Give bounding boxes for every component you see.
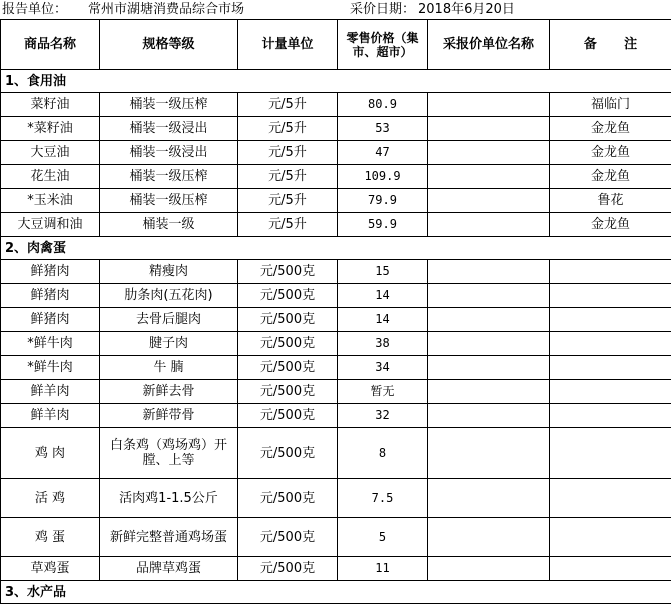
reporter-name-cell <box>428 479 550 518</box>
spec-grade-cell: 新鲜完整普通鸡场蛋 <box>100 518 238 557</box>
product-name-cell: 鸡 肉 <box>1 428 100 479</box>
retail-price-cell: 38 <box>338 332 428 356</box>
unit-cell: 元/500克 <box>238 284 338 308</box>
remarks-cell: 鲁花 <box>550 189 671 213</box>
product-name-cell: 大豆调和油 <box>1 213 100 237</box>
table-row <box>1 189 671 213</box>
unit-cell: 元/5升 <box>238 141 338 165</box>
table-row <box>1 165 671 189</box>
col-header-spec-grade: 规格等级 <box>100 20 238 70</box>
unit-cell: 元/500克 <box>238 380 338 404</box>
retail-price-cell: 47 <box>338 141 428 165</box>
unit-cell: 元/500克 <box>238 356 338 380</box>
reporter-name-cell <box>428 284 550 308</box>
pricing-date-label: 采价日期： <box>350 2 416 17</box>
table-row <box>1 356 671 380</box>
retail-price-cell: 34 <box>338 356 428 380</box>
unit-cell: 元/500克 <box>238 479 338 518</box>
remarks-cell: 福临门 <box>550 93 671 117</box>
product-name-cell: *鲜牛肉 <box>1 356 100 380</box>
remarks-cell <box>550 557 671 581</box>
remarks-cell: 金龙鱼 <box>550 165 671 189</box>
reporter-name-cell <box>428 189 550 213</box>
product-name-cell: 大豆油 <box>1 141 100 165</box>
reporter-name-cell <box>428 213 550 237</box>
remarks-cell <box>550 332 671 356</box>
table-row <box>1 557 671 581</box>
spec-grade-cell: 去骨后腿肉 <box>100 308 238 332</box>
spec-grade-cell: 桶装一级压榨 <box>100 165 238 189</box>
table-row <box>1 260 671 284</box>
spec-grade-cell: 桶装一级浸出 <box>100 141 238 165</box>
product-name-cell: 鲜猪肉 <box>1 260 100 284</box>
col-header-product-name: 商品名称 <box>1 20 100 70</box>
reporter-name-cell <box>428 260 550 284</box>
retail-price-cell: 5 <box>338 518 428 557</box>
table-row <box>1 404 671 428</box>
retail-price-cell: 11 <box>338 557 428 581</box>
remarks-cell: 金龙鱼 <box>550 117 671 141</box>
retail-price-cell: 14 <box>338 284 428 308</box>
retail-price-cell: 53 <box>338 117 428 141</box>
reporter-name-cell <box>428 404 550 428</box>
unit-cell: 元/500克 <box>238 404 338 428</box>
retail-price-cell: 109.9 <box>338 165 428 189</box>
spec-grade-cell: 肋条肉(五花肉) <box>100 284 238 308</box>
product-name-cell: 鸡 蛋 <box>1 518 100 557</box>
unit-cell: 元/5升 <box>238 165 338 189</box>
reporting-unit-value: 常州市湖塘消费品综合市场 <box>88 2 245 17</box>
reporter-name-cell <box>428 428 550 479</box>
table-row <box>1 428 671 479</box>
product-name-cell: 活 鸡 <box>1 479 100 518</box>
reporter-name-cell <box>428 165 550 189</box>
table-row <box>1 117 671 141</box>
pricing-date-value: 2018年6月20日 <box>418 2 515 17</box>
product-name-cell: 鲜猪肉 <box>1 308 100 332</box>
reporter-name-cell <box>428 93 550 117</box>
remarks-cell: 金龙鱼 <box>550 141 671 165</box>
unit-cell: 元/5升 <box>238 213 338 237</box>
table-row <box>1 479 671 518</box>
remarks-cell <box>550 356 671 380</box>
col-header-reporter-name: 采报价单位名称 <box>428 20 550 70</box>
remarks-cell: 金龙鱼 <box>550 213 671 237</box>
spec-grade-cell: 桶装一级 <box>100 213 238 237</box>
product-name-cell: 菜籽油 <box>1 93 100 117</box>
table-row <box>1 518 671 557</box>
reporter-name-cell <box>428 141 550 165</box>
remarks-cell <box>550 260 671 284</box>
reporter-name-cell <box>428 332 550 356</box>
table-row <box>1 213 671 237</box>
table-header-row <box>1 20 671 70</box>
product-name-cell: *菜籽油 <box>1 117 100 141</box>
report-header <box>0 0 671 19</box>
table-row <box>1 93 671 117</box>
spec-grade-cell: 桶装一级压榨 <box>100 93 238 117</box>
retail-price-cell: 15 <box>338 260 428 284</box>
price-table <box>0 19 671 604</box>
unit-cell: 元/500克 <box>238 260 338 284</box>
product-name-cell: 草鸡蛋 <box>1 557 100 581</box>
retail-price-cell: 14 <box>338 308 428 332</box>
remarks-cell <box>550 479 671 518</box>
remarks-cell <box>550 404 671 428</box>
remarks-cell <box>550 308 671 332</box>
reporter-name-cell <box>428 356 550 380</box>
reporter-name-cell <box>428 380 550 404</box>
product-name-cell: *玉米油 <box>1 189 100 213</box>
col-header-remarks: 备 注 <box>550 20 671 70</box>
unit-cell: 元/500克 <box>238 557 338 581</box>
retail-price-cell: 79.9 <box>338 189 428 213</box>
spec-grade-cell: 桶装一级压榨 <box>100 189 238 213</box>
col-header-unit: 计量单位 <box>238 20 338 70</box>
unit-cell: 元/5升 <box>238 117 338 141</box>
reporting-unit-label: 报告单位： <box>2 2 68 17</box>
spec-grade-cell: 新鲜带骨 <box>100 404 238 428</box>
section-title: 1、食用油 <box>1 70 671 93</box>
remarks-cell <box>550 518 671 557</box>
retail-price-cell: 暂无 <box>338 380 428 404</box>
reporter-name-cell <box>428 308 550 332</box>
section-row <box>1 237 671 260</box>
spec-grade-cell: 品牌草鸡蛋 <box>100 557 238 581</box>
unit-cell: 元/500克 <box>238 518 338 557</box>
section-row <box>1 70 671 93</box>
retail-price-cell: 8 <box>338 428 428 479</box>
table-row <box>1 332 671 356</box>
retail-price-cell: 80.9 <box>338 93 428 117</box>
table-row <box>1 141 671 165</box>
product-name-cell: 花生油 <box>1 165 100 189</box>
product-name-cell: 鲜羊肉 <box>1 380 100 404</box>
table-row <box>1 284 671 308</box>
reporter-name-cell <box>428 117 550 141</box>
unit-cell: 元/5升 <box>238 93 338 117</box>
retail-price-cell: 59.9 <box>338 213 428 237</box>
remarks-cell <box>550 380 671 404</box>
reporter-name-cell <box>428 518 550 557</box>
reporter-name-cell <box>428 557 550 581</box>
spec-grade-cell: 腱子肉 <box>100 332 238 356</box>
table-row <box>1 308 671 332</box>
product-name-cell: *鲜牛肉 <box>1 332 100 356</box>
retail-price-cell: 7.5 <box>338 479 428 518</box>
unit-cell: 元/500克 <box>238 308 338 332</box>
product-name-cell: 鲜猪肉 <box>1 284 100 308</box>
section-row <box>1 581 671 604</box>
remarks-cell <box>550 428 671 479</box>
spec-grade-cell: 精瘦肉 <box>100 260 238 284</box>
col-header-retail-price: 零售价格（集市、超市） <box>338 20 428 70</box>
unit-cell: 元/500克 <box>238 428 338 479</box>
unit-cell: 元/5升 <box>238 189 338 213</box>
table-row <box>1 380 671 404</box>
unit-cell: 元/500克 <box>238 332 338 356</box>
spec-grade-cell: 活肉鸡1-1.5公斤 <box>100 479 238 518</box>
retail-price-cell: 32 <box>338 404 428 428</box>
spec-grade-cell: 牛 腩 <box>100 356 238 380</box>
product-name-cell: 鲜羊肉 <box>1 404 100 428</box>
remarks-cell <box>550 284 671 308</box>
section-title: 2、肉禽蛋 <box>1 237 671 260</box>
section-title: 3、水产品 <box>1 581 671 604</box>
spec-grade-cell: 白条鸡（鸡场鸡）开膛、上等 <box>100 428 238 479</box>
spec-grade-cell: 桶装一级浸出 <box>100 117 238 141</box>
spec-grade-cell: 新鲜去骨 <box>100 380 238 404</box>
